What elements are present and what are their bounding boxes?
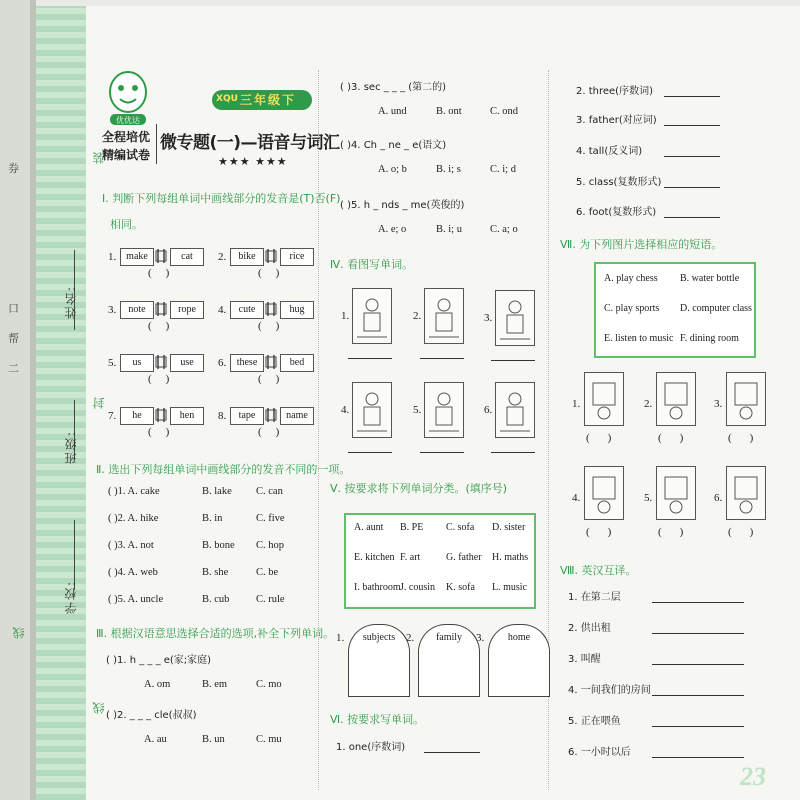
- section-7-title: Ⅶ. 为下列图片选择相应的短语。: [560, 238, 723, 251]
- water-bottle-icon: [726, 466, 766, 520]
- page-number: 23: [740, 762, 766, 791]
- section-1-title-cont: 相同。: [110, 218, 143, 231]
- laptop-icon: [656, 372, 696, 426]
- choice-question[interactable]: ( )4. A. web: [108, 567, 158, 578]
- category-answer-box[interactable]: [348, 650, 410, 697]
- ring-clip-icon: [264, 247, 278, 265]
- fill-question[interactable]: ( )2. _ _ _ cle(叔叔): [106, 710, 197, 721]
- choice-b: B. in: [202, 513, 223, 524]
- answer-line[interactable]: [664, 96, 720, 97]
- answer-line[interactable]: [652, 664, 744, 665]
- choice-c: C. can: [256, 486, 283, 497]
- word-card: tape: [230, 407, 264, 425]
- word-card: cute: [230, 301, 264, 319]
- answer-paren[interactable]: (): [586, 432, 630, 444]
- translation-task: 1. 在第二层: [568, 592, 621, 603]
- chess-table-icon: [726, 372, 766, 426]
- category-number: 1.: [336, 632, 345, 644]
- item-number: 3.: [108, 304, 117, 316]
- category-number: 3.: [476, 632, 485, 644]
- category-label: family: [418, 624, 480, 652]
- answer-line[interactable]: [491, 452, 535, 453]
- binding-pattern: [36, 6, 86, 800]
- picture-number: 2.: [413, 310, 422, 322]
- word-card: these: [230, 354, 264, 372]
- answer-line[interactable]: [664, 217, 720, 218]
- boy-teacher-icon: [495, 382, 535, 438]
- picture-number: 1.: [341, 310, 350, 322]
- option-b: B. em: [202, 679, 228, 690]
- word-card: use: [170, 354, 204, 372]
- section-8-title: Ⅷ. 英汉互译。: [560, 564, 637, 577]
- answer-paren[interactable]: (): [258, 267, 294, 279]
- choice-c: C. five: [256, 513, 285, 524]
- word-card: hen: [170, 407, 204, 425]
- answer-line[interactable]: [491, 360, 535, 361]
- word-card: rope: [170, 301, 204, 319]
- option-b: B. i; u: [436, 224, 462, 235]
- phrase-option: A. play chess: [604, 273, 658, 284]
- answer-paren[interactable]: (): [728, 432, 772, 444]
- binding-mark: 封: [92, 395, 106, 409]
- ring-clip-icon: [154, 406, 168, 424]
- item-number: 2.: [218, 251, 227, 263]
- picture-number: 3.: [484, 312, 493, 324]
- word-bank-item: J. cousin: [400, 582, 435, 593]
- answer-line[interactable]: [348, 452, 392, 453]
- answer-paren[interactable]: (): [148, 267, 184, 279]
- phrase-option: B. water bottle: [680, 273, 740, 284]
- fill-question[interactable]: ( )3. sec _ _ _ (第二的): [340, 82, 447, 93]
- binding-mark: 线: [12, 625, 26, 639]
- option-a: A. om: [144, 679, 171, 690]
- brand-name: 优优达: [116, 116, 140, 125]
- word-bank-item: A. aunt: [354, 522, 384, 533]
- picture-number: 6.: [484, 404, 493, 416]
- choice-b: B. cub: [202, 594, 230, 605]
- answer-line[interactable]: [420, 452, 464, 453]
- strip-char: 券: [8, 162, 19, 175]
- ring-clip-icon: [264, 353, 278, 371]
- building-icon: [424, 288, 464, 344]
- fill-question[interactable]: ( )1. h _ _ _ e(家;家庭): [106, 655, 212, 666]
- word-task: 6. foot(复数形式): [576, 207, 657, 218]
- answer-paren[interactable]: (): [658, 432, 702, 444]
- grade-tag: 三年级下: [240, 93, 297, 107]
- series-line1: 全程培优: [102, 130, 151, 144]
- word-card: note: [120, 301, 154, 319]
- option-c: C. mo: [256, 679, 282, 690]
- answer-line[interactable]: [348, 358, 392, 359]
- choice-question[interactable]: ( )3. A. not: [108, 540, 154, 551]
- ring-clip-icon: [154, 300, 168, 318]
- translation-task: 4. 一间我们的房间: [568, 685, 651, 696]
- word-bank-item: I. bathroom: [354, 582, 401, 593]
- name-label: 姓名:: [64, 285, 78, 320]
- picture-number: 3.: [714, 398, 723, 410]
- translation-task: 2. 供出租: [568, 623, 611, 634]
- answer-line[interactable]: [652, 695, 744, 696]
- translation-task: 6. 一小时以后: [568, 747, 631, 758]
- section-4-title: Ⅳ. 看图写单词。: [330, 258, 414, 271]
- phrase-option: C. play sports: [604, 303, 660, 314]
- word-task: 3. father(对应词): [576, 115, 657, 126]
- choice-b: B. bone: [202, 540, 235, 551]
- answer-line[interactable]: [652, 757, 744, 758]
- answer-paren[interactable]: (): [258, 320, 294, 332]
- answer-line[interactable]: [652, 726, 744, 727]
- option-b: B. i; s: [436, 164, 461, 175]
- fill-question[interactable]: ( )5. h _ nds _ me(英俊的): [340, 200, 465, 211]
- word-card: hug: [280, 301, 314, 319]
- answer-paren[interactable]: (): [728, 526, 772, 538]
- word-task: 2. three(序数词): [576, 86, 653, 97]
- word-card: rice: [280, 248, 314, 266]
- word-bank-item: E. kitchen: [354, 552, 395, 563]
- logo-small: XQU: [216, 94, 238, 104]
- strip-char: 口: [8, 302, 19, 315]
- phrase-option: F. dining room: [680, 333, 739, 344]
- phrase-option: E. listen to music: [604, 333, 674, 344]
- choice-c: C. rule: [256, 594, 285, 605]
- word-card: bike: [230, 248, 264, 266]
- option-c: C. i; d: [490, 164, 516, 175]
- girl-dancing-icon: [352, 288, 392, 344]
- word-bank-item: D. sister: [492, 522, 526, 533]
- section-6-title: Ⅵ. 按要求写单词。: [330, 713, 425, 726]
- picture-number: 6.: [714, 492, 723, 504]
- item-number: 4.: [218, 304, 227, 316]
- dining-table-icon: [656, 466, 696, 520]
- section-5-title: Ⅴ. 按要求将下列单词分类。(填序号): [330, 482, 508, 495]
- ring-clip-icon: [154, 353, 168, 371]
- section-3-title: Ⅲ. 根据汉语意思选择合适的选项,补全下列单词。: [96, 627, 335, 640]
- category-answer-box[interactable]: [488, 650, 550, 697]
- option-a: A. e; o: [378, 224, 407, 235]
- answer-line[interactable]: [420, 358, 464, 359]
- picture-number: 1.: [572, 398, 581, 410]
- word-bank-item: L. music: [492, 582, 527, 593]
- option-b: B. un: [202, 734, 225, 745]
- answer-paren[interactable]: (): [258, 426, 294, 438]
- translation-task: 3. 叫醒: [568, 654, 601, 665]
- adjacent-page-edge: [0, 0, 36, 800]
- choice-c: C. hop: [256, 540, 285, 551]
- answer-paren[interactable]: (): [258, 373, 294, 385]
- item-number: 6.: [218, 357, 227, 369]
- classroom-icon: [424, 382, 464, 438]
- picture-number: 5.: [413, 404, 422, 416]
- word-task: 4. tall(反义词): [576, 146, 643, 157]
- answer-line[interactable]: [664, 187, 720, 188]
- ring-clip-icon: [154, 247, 168, 265]
- word-bank-item: B. PE: [400, 522, 424, 533]
- living-room-icon: [495, 290, 535, 346]
- binding-mark: 线: [92, 700, 106, 714]
- school-label: 学校:: [64, 580, 78, 615]
- strip-char: 二: [8, 362, 19, 375]
- option-c: C. a; o: [490, 224, 518, 235]
- word-card: make: [120, 248, 154, 266]
- word-card: us: [120, 354, 154, 372]
- column-separator: [318, 70, 319, 790]
- word-bank-item: G. father: [446, 552, 482, 563]
- answer-paren[interactable]: (): [148, 426, 184, 438]
- word-card: he: [120, 407, 154, 425]
- bedroom-icon: [352, 382, 392, 438]
- class-label: 班级:: [64, 430, 78, 465]
- kids-playing-icon: [584, 466, 624, 520]
- answer-line[interactable]: [652, 633, 744, 634]
- picture-number: 2.: [644, 398, 653, 410]
- answer-line[interactable]: [424, 752, 480, 753]
- choice-question[interactable]: ( )2. A. hike: [108, 513, 159, 524]
- choice-b: B. she: [202, 567, 229, 578]
- option-c: C. mu: [256, 734, 282, 745]
- item-number: 1.: [108, 251, 117, 263]
- answer-line[interactable]: [664, 156, 720, 157]
- word-bank-item: F. art: [400, 552, 421, 563]
- choice-c: C. be: [256, 567, 279, 578]
- word-card: bed: [280, 354, 314, 372]
- page-title: 微专题(一)—语音与词汇: [160, 133, 340, 153]
- option-a: A. und: [378, 106, 407, 117]
- item-number: 8.: [218, 410, 227, 422]
- option-c: C. ond: [490, 106, 519, 117]
- option-b: B. ont: [436, 106, 462, 117]
- section-2-title: Ⅱ. 选出下列每组单词中画线部分的发音不同的一项。: [96, 463, 351, 476]
- answer-paren[interactable]: (): [658, 526, 702, 538]
- word-bank-item: H. maths: [492, 552, 529, 563]
- picture-number: 4.: [341, 404, 350, 416]
- series-line2: 精编试卷: [102, 148, 151, 162]
- section-1-title: Ⅰ. 判断下列每组单词中画线部分的发音是(T)否(F): [102, 192, 341, 205]
- word-task: 1. one(序数词): [336, 742, 406, 753]
- category-number: 2.: [406, 632, 415, 644]
- category-answer-box[interactable]: [418, 650, 480, 697]
- fill-question[interactable]: ( )4. Ch _ ne _ e(语文): [340, 140, 447, 151]
- word-card: cat: [170, 248, 204, 266]
- category-label: home: [488, 624, 550, 652]
- item-number: 7.: [108, 410, 117, 422]
- category-label: subjects: [348, 624, 410, 652]
- header-divider: [156, 124, 157, 164]
- word-task: 5. class(复数形式): [576, 177, 662, 188]
- strip-char: 帮: [8, 332, 19, 345]
- answer-paren[interactable]: (): [148, 320, 184, 332]
- difficulty-stars: ★★★ ★★★: [218, 155, 288, 168]
- answer-line[interactable]: [652, 602, 744, 603]
- picture-number: 4.: [572, 492, 581, 504]
- ring-clip-icon: [264, 300, 278, 318]
- answer-paren[interactable]: (): [148, 373, 184, 385]
- choice-question[interactable]: ( )5. A. uncle: [108, 594, 164, 605]
- choice-question[interactable]: ( )1. A. cake: [108, 486, 160, 497]
- binding-mark: 装: [92, 150, 106, 164]
- choice-b: B. lake: [202, 486, 232, 497]
- answer-paren[interactable]: (): [586, 526, 630, 538]
- translation-task: 5. 正在喂鱼: [568, 716, 621, 727]
- item-number: 5.: [108, 357, 117, 369]
- picture-number: 5.: [644, 492, 653, 504]
- word-card: name: [280, 407, 314, 425]
- word-bank-item: K. sofa: [446, 582, 475, 593]
- answer-line[interactable]: [664, 125, 720, 126]
- option-a: A. o; b: [378, 164, 407, 175]
- ring-clip-icon: [264, 406, 278, 424]
- music-listener-icon: [584, 372, 624, 426]
- phrase-option: D. computer class: [680, 303, 752, 314]
- option-a: A. au: [144, 734, 167, 745]
- word-bank-item: C. sofa: [446, 522, 475, 533]
